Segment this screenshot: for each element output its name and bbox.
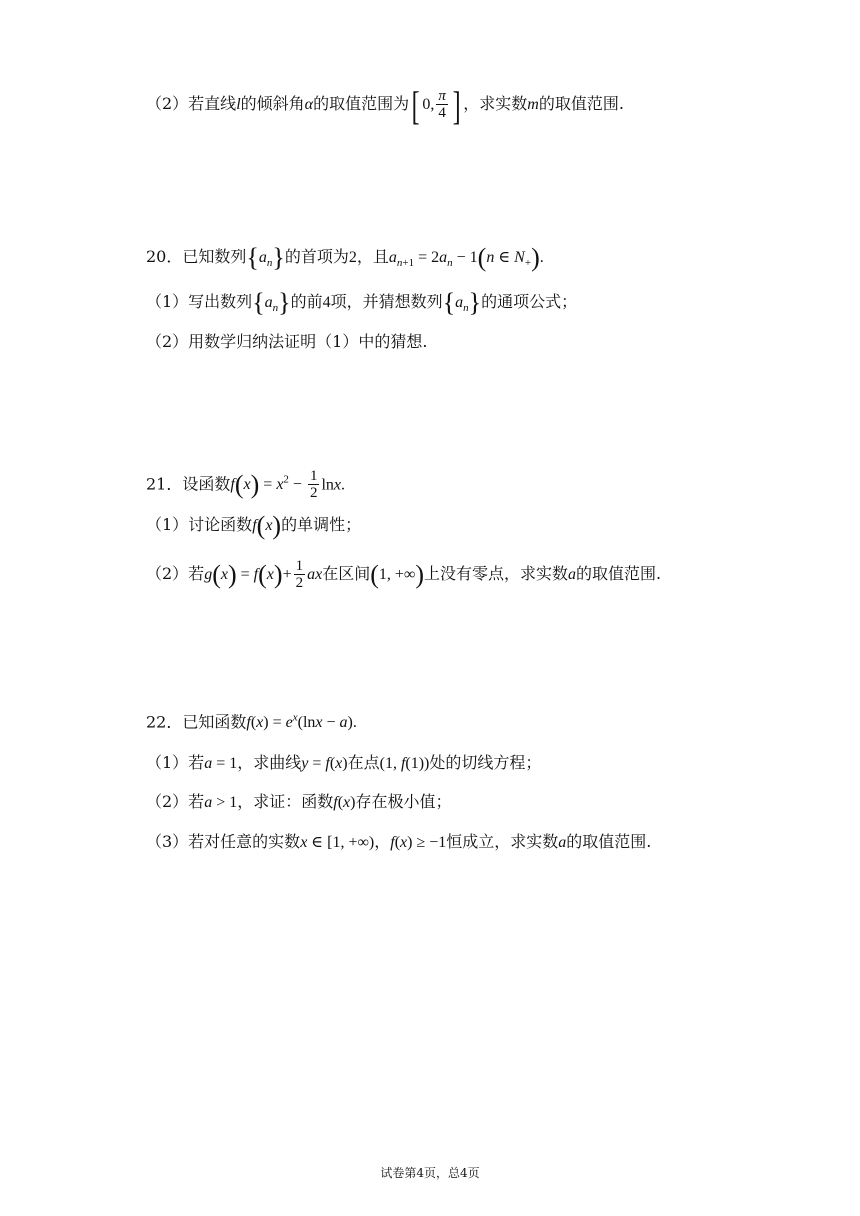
bracket-right: ] <box>452 83 461 128</box>
text: 在点 <box>347 753 380 772</box>
text: 21．设函数 <box>146 474 231 494</box>
text: ，求证：函数 <box>237 792 334 811</box>
text: ，求实数 <box>463 94 528 113</box>
math-a: a <box>558 834 567 851</box>
math-ax: ax <box>307 566 323 583</box>
q22-part1 <box>146 751 541 776</box>
text: （1）若 <box>146 753 205 772</box>
text: （2）若 <box>146 564 205 583</box>
math-fx: f(x) <box>333 794 356 811</box>
q20-part2 <box>146 330 427 354</box>
fraction-1-2: $\frac{1}{2}$ <box>295 558 304 591</box>
text: 的取值范围. <box>576 564 662 583</box>
math-a: a <box>568 566 577 583</box>
text: 恒成立，求实数 <box>446 832 559 851</box>
text: 上没有零点，求实数 <box>424 564 569 583</box>
text: ，且 <box>356 247 389 266</box>
text: 的通项公式； <box>481 292 578 311</box>
math-fx: $f(x) = x^2$ − <box>230 470 306 500</box>
math-y-fx: y = f(x) <box>301 755 348 772</box>
text: 处的切线方程； <box>429 753 542 772</box>
q22-head <box>146 706 357 735</box>
q21-part1 <box>146 513 361 538</box>
math-an: $\{a_n\}$ <box>246 243 285 272</box>
text: 项，并猜想数列 <box>330 292 443 311</box>
q21-part2 <box>146 558 661 591</box>
math-fx-def: $f(x) = e^x(\ln x - a)$. <box>246 712 357 732</box>
text: （2）若直线 <box>146 94 237 113</box>
fraction-1-2: $\frac{1}{2}$ <box>309 468 318 502</box>
text: 20．已知数列 <box>146 247 247 266</box>
math-fx: f(x) <box>252 511 282 540</box>
q22-part2 <box>146 790 451 815</box>
page-footer: 试卷第4页，总4页 <box>380 1166 480 1180</box>
text: （3）若对任意的实数 <box>146 832 301 851</box>
math-gx: g(x) = f(x)+ <box>204 560 292 589</box>
text: 22．已知函数 <box>146 712 247 732</box>
text: （1）讨论函数 <box>146 515 253 534</box>
text: 在区间 <box>322 564 371 583</box>
text: 的倾斜角 <box>240 94 305 113</box>
text: （2）用数学归纳法证明（1）中的猜想. <box>146 332 428 351</box>
math-4: 4 <box>322 294 331 311</box>
math-a-gt-1: a > 1 <box>204 794 238 811</box>
q19-part2 <box>146 83 624 128</box>
math-an: $\{a_n\}$ <box>252 288 291 317</box>
q20-head <box>146 245 544 275</box>
q21-head <box>146 468 345 501</box>
math-m: m <box>527 96 539 113</box>
q20-part1 <box>146 290 577 320</box>
text: 的单调性； <box>281 515 362 534</box>
text: 的取值范围. <box>538 94 624 113</box>
bracket-left: [ <box>411 83 420 128</box>
math-recurrence: $a_{n+1} = 2a_n - 1(n$ ∈ $N_+$). <box>388 243 544 272</box>
text: 的取值范围. <box>566 832 652 851</box>
text: ，求曲线 <box>237 753 302 772</box>
text: 的首项为 <box>284 247 349 266</box>
math-an: $\{a_n\}$ <box>442 288 482 317</box>
text: 的取值范围为 <box>313 94 410 113</box>
fraction-pi-4: $\frac{\pi}{4}$ <box>438 88 446 121</box>
math-l: l <box>236 96 241 113</box>
text: ， <box>374 832 391 851</box>
text: 存在极小值； <box>355 792 452 811</box>
text: （1）写出数列 <box>146 292 253 311</box>
math-interval: (1, +∞) <box>370 560 425 589</box>
text: 的前 <box>290 292 323 311</box>
math-fx-ge: f(x) ≥ −1 <box>390 834 447 851</box>
q22-part3 <box>146 830 651 855</box>
math-0: 0, <box>422 96 435 113</box>
math-point: (1, f(1)) <box>379 755 430 772</box>
math-a-eq-1: a = 1 <box>204 755 238 772</box>
math-x-in: x ∈ [1, +∞) <box>300 834 375 851</box>
text: （2）若 <box>146 792 205 811</box>
math-lnx: lnx. <box>321 476 346 494</box>
math-2: 2 <box>348 249 357 266</box>
math-alpha: α <box>304 96 314 113</box>
